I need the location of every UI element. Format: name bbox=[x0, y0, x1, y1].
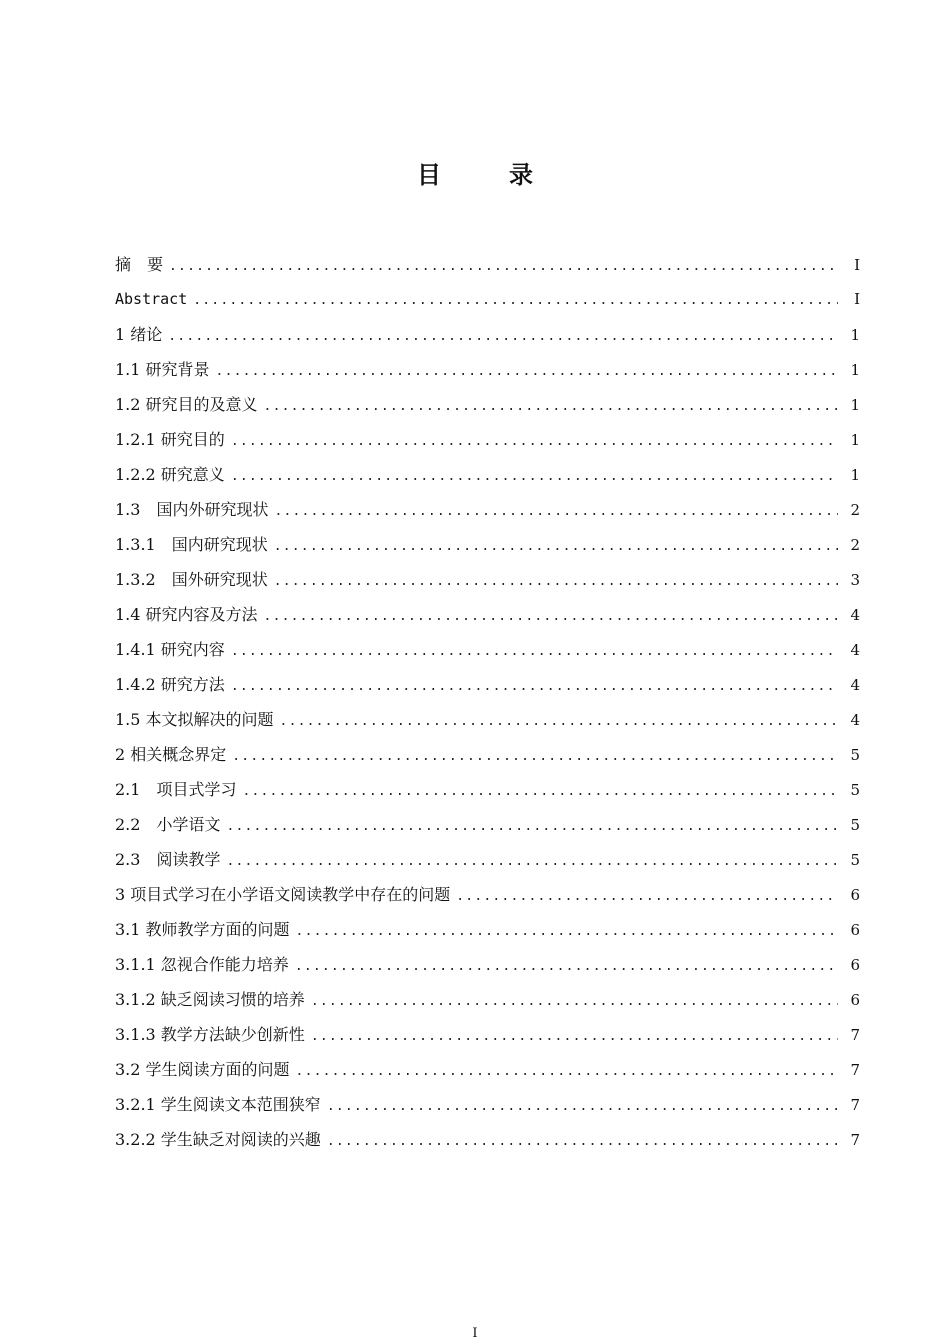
toc-entry-page: 7 bbox=[850, 1061, 860, 1079]
toc-entry-label: 1.2.1 研究目的 bbox=[115, 430, 225, 449]
toc-leader-dots bbox=[232, 739, 838, 774]
toc-entry-3-2-2[interactable] bbox=[115, 1122, 860, 1157]
toc-leader-dots bbox=[231, 634, 838, 669]
toc-leader-dots bbox=[280, 704, 838, 739]
toc-leader-dots bbox=[295, 949, 838, 984]
toc-entry-label: 3.2.2 学生缺乏对阅读的兴趣 bbox=[115, 1130, 321, 1149]
toc-entry-label: 1.3 国内外研究现状 bbox=[115, 500, 269, 519]
toc-leader-dots bbox=[311, 1019, 838, 1054]
toc-entry-page: 4 bbox=[850, 641, 860, 659]
toc-entry-3-2-1[interactable] bbox=[115, 1087, 860, 1122]
toc-entry-abstract-cn[interactable] bbox=[115, 247, 860, 282]
toc-entry-page: 2 bbox=[850, 501, 860, 519]
toc-entry-abstract-en[interactable] bbox=[115, 282, 860, 317]
toc-entry-1-4-2[interactable] bbox=[115, 667, 860, 702]
toc-entry-label: 1.2.2 研究意义 bbox=[115, 465, 225, 484]
toc-leader-dots bbox=[226, 809, 838, 844]
toc-leader-dots bbox=[274, 494, 838, 529]
toc-entry-label: 1.4 研究内容及方法 bbox=[115, 605, 258, 624]
page-number: I bbox=[472, 1326, 478, 1341]
toc-entry-label: 3 项目式学习在小学语文阅读教学中存在的问题 bbox=[115, 885, 451, 904]
toc-entry-page: 5 bbox=[850, 781, 860, 799]
table-of-contents bbox=[115, 247, 860, 1157]
toc-entry-page: 4 bbox=[850, 676, 860, 694]
toc-entry-label: 2.3 阅读教学 bbox=[115, 850, 221, 869]
toc-entry-label: 3.1.2 缺乏阅读习惯的培养 bbox=[115, 990, 305, 1009]
toc-entry-2-1[interactable] bbox=[115, 772, 860, 807]
toc-entry-page: 5 bbox=[850, 746, 860, 764]
toc-leader-dots bbox=[231, 424, 838, 459]
toc-entry-3-1[interactable] bbox=[115, 912, 860, 947]
toc-entry-page: I bbox=[854, 256, 860, 274]
toc-leader-dots bbox=[274, 529, 838, 564]
toc-entry-label: 1.2 研究目的及意义 bbox=[115, 395, 258, 414]
toc-entry-3[interactable] bbox=[115, 877, 860, 912]
toc-entry-page: 6 bbox=[850, 886, 860, 904]
toc-leader-dots bbox=[168, 319, 838, 354]
toc-entry-1[interactable] bbox=[115, 317, 860, 352]
toc-leader-dots bbox=[226, 844, 838, 879]
toc-entry-page: 7 bbox=[850, 1026, 860, 1044]
toc-entry-page: 1 bbox=[850, 326, 860, 344]
toc-entry-label: 1.3.2 国外研究现状 bbox=[115, 570, 268, 589]
toc-leader-dots bbox=[216, 354, 838, 389]
toc-entry-label: 2 相关概念界定 bbox=[115, 745, 227, 764]
toc-entry-2-3[interactable] bbox=[115, 842, 860, 877]
toc-entry-page: 6 bbox=[850, 956, 860, 974]
toc-entry-1-4-1[interactable] bbox=[115, 632, 860, 667]
toc-entry-1-3-1[interactable] bbox=[115, 527, 860, 562]
toc-entry-page: 3 bbox=[850, 571, 860, 589]
toc-leader-dots bbox=[296, 914, 838, 949]
toc-entry-page: 7 bbox=[850, 1131, 860, 1149]
toc-leader-dots bbox=[296, 1054, 838, 1089]
toc-entry-page: 7 bbox=[850, 1096, 860, 1114]
page-title: 目 录 bbox=[417, 161, 555, 189]
toc-entry-page: 5 bbox=[850, 816, 860, 834]
toc-entry-page: 1 bbox=[850, 431, 860, 449]
toc-entry-label: 摘 要 bbox=[115, 255, 164, 274]
toc-entry-page: 1 bbox=[850, 361, 860, 379]
toc-entry-label: 3.1.3 教学方法缺少创新性 bbox=[115, 1025, 305, 1044]
toc-leader-dots bbox=[327, 1089, 838, 1124]
toc-entry-1-2[interactable] bbox=[115, 387, 860, 422]
toc-entry-label: 1 绪论 bbox=[115, 325, 163, 344]
toc-entry-label: 3.2.1 学生阅读文本范围狭窄 bbox=[115, 1095, 321, 1114]
toc-entry-label: 3.1.1 忽视合作能力培养 bbox=[115, 955, 289, 974]
toc-leader-dots bbox=[193, 283, 838, 318]
toc-entry-1-1[interactable] bbox=[115, 352, 860, 387]
toc-entry-page: 5 bbox=[850, 851, 860, 869]
toc-entry-label: 1.4.2 研究方法 bbox=[115, 675, 225, 694]
toc-entry-page: 6 bbox=[850, 991, 860, 1009]
toc-leader-dots bbox=[231, 459, 838, 494]
toc-entry-1-2-1[interactable] bbox=[115, 422, 860, 457]
toc-entry-label: 1.5 本文拟解决的问题 bbox=[115, 710, 274, 729]
toc-entry-page: 2 bbox=[850, 536, 860, 554]
toc-leader-dots bbox=[456, 879, 838, 914]
toc-entry-label: 2.2 小学语文 bbox=[115, 815, 221, 834]
toc-entry-1-5[interactable] bbox=[115, 702, 860, 737]
toc-leader-dots bbox=[311, 984, 838, 1019]
toc-entry-page: 6 bbox=[850, 921, 860, 939]
toc-entry-label: 2.1 项目式学习 bbox=[115, 780, 237, 799]
toc-leader-dots bbox=[264, 389, 838, 424]
toc-entry-2[interactable] bbox=[115, 737, 860, 772]
toc-entry-label: 1.1 研究背景 bbox=[115, 360, 210, 379]
toc-entry-page: 4 bbox=[850, 711, 860, 729]
toc-entry-label: 3.1 教师教学方面的问题 bbox=[115, 920, 290, 939]
toc-entry-3-1-1[interactable] bbox=[115, 947, 860, 982]
toc-entry-3-1-2[interactable] bbox=[115, 982, 860, 1017]
toc-leader-dots bbox=[169, 249, 838, 284]
toc-leader-dots bbox=[242, 774, 838, 809]
toc-entry-2-2[interactable] bbox=[115, 807, 860, 842]
toc-entry-label: 1.4.1 研究内容 bbox=[115, 640, 225, 659]
toc-entry-page: 1 bbox=[850, 466, 860, 484]
toc-entry-1-2-2[interactable] bbox=[115, 457, 860, 492]
toc-entry-3-1-3[interactable] bbox=[115, 1017, 860, 1052]
toc-entry-1-3[interactable] bbox=[115, 492, 860, 527]
toc-entry-page: 4 bbox=[850, 606, 860, 624]
toc-entry-page: I bbox=[854, 290, 860, 308]
toc-entry-label: Abstract bbox=[115, 290, 188, 308]
toc-leader-dots bbox=[327, 1124, 838, 1159]
toc-entry-3-2[interactable] bbox=[115, 1052, 860, 1087]
toc-leader-dots bbox=[274, 564, 838, 599]
toc-leader-dots bbox=[231, 669, 838, 704]
toc-entry-label: 3.2 学生阅读方面的问题 bbox=[115, 1060, 290, 1079]
toc-entry-page: 1 bbox=[850, 396, 860, 414]
toc-entry-1-4[interactable] bbox=[115, 597, 860, 632]
toc-leader-dots bbox=[264, 599, 838, 634]
toc-entry-label: 1.3.1 国内研究现状 bbox=[115, 535, 268, 554]
toc-entry-1-3-2[interactable] bbox=[115, 562, 860, 597]
